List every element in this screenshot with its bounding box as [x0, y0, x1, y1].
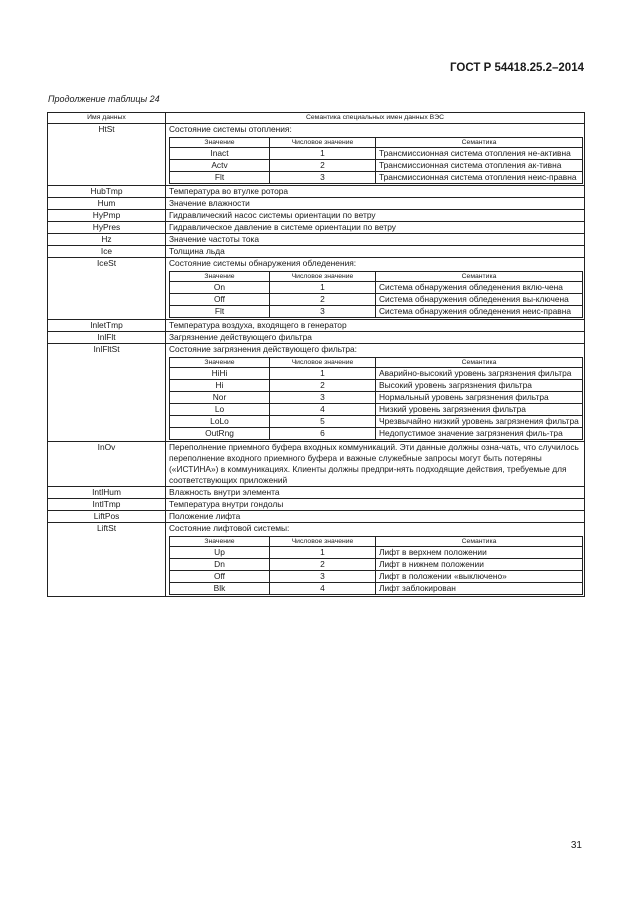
table-caption: Продолжение таблицы 24 — [48, 94, 160, 104]
data-name-cell: HtSt — [48, 124, 166, 186]
value-semantics: Нормальный уровень загрязнения фильтра — [376, 392, 583, 404]
table-row — [48, 320, 585, 332]
subtable-row — [170, 368, 583, 380]
subtable-row — [170, 392, 583, 404]
subtable-header-sem: Семантика — [376, 358, 583, 368]
semantics-text: Переполнение приемного буфера входных коммуникаций. Эти данные должны озна-чать, что случилось переполнение входного приемного буфера и важные служебные запросы могут быть потеряны («ИСТИНА») в коммуникациях. Клиенты должны предпри-нять подходящие действия, требуемые для соответствующих приложений — [169, 442, 579, 485]
value-code: Flt — [170, 172, 270, 184]
value-code: Dn — [170, 559, 270, 571]
table-row — [48, 186, 585, 198]
value-code: OutRng — [170, 428, 270, 440]
column-header-name: Имя данных — [48, 113, 166, 124]
table-row — [48, 487, 585, 499]
value-code: Off — [170, 294, 270, 306]
table-row — [48, 523, 585, 597]
value-code: Flt — [170, 306, 270, 318]
subtable-row — [170, 583, 583, 595]
value-semantics: Трансмиссионная система отопления не-активна — [376, 148, 583, 160]
semantics-cell — [166, 487, 585, 499]
subtable-header-row — [170, 272, 583, 282]
table-header-row — [48, 113, 585, 124]
values-subtable — [169, 271, 583, 318]
value-semantics: Система обнаружения обледенения вы-ключена — [376, 294, 583, 306]
numeric-value: 4 — [270, 583, 376, 595]
subtable-row — [170, 416, 583, 428]
value-semantics: Недопустимое значение загрязнения филь-тра — [376, 428, 583, 440]
table-row — [48, 511, 585, 523]
semantics-text: Толщина льда — [169, 246, 225, 256]
subtable-header-num: Числовое значение — [270, 138, 376, 148]
value-code: LoLo — [170, 416, 270, 428]
numeric-value: 2 — [270, 294, 376, 306]
subtable-header-sem: Семантика — [376, 138, 583, 148]
data-name-cell: HyPmp — [48, 210, 166, 222]
table-row — [48, 344, 585, 442]
subtable-header-value: Значение — [170, 358, 270, 368]
semantics-cell — [166, 124, 585, 186]
value-code: Nor — [170, 392, 270, 404]
semantics-cell — [166, 222, 585, 234]
table-body — [48, 124, 585, 597]
data-name-cell: InletTmp — [48, 320, 166, 332]
numeric-value: 2 — [270, 559, 376, 571]
data-name-cell: Hz — [48, 234, 166, 246]
subtable-row — [170, 306, 583, 318]
numeric-value: 5 — [270, 416, 376, 428]
subtable-header-value: Значение — [170, 272, 270, 282]
semantics-cell — [166, 210, 585, 222]
data-names-table — [47, 112, 585, 597]
subtable-row — [170, 571, 583, 583]
value-code: HiHi — [170, 368, 270, 380]
value-code: Up — [170, 547, 270, 559]
data-name-cell: IntlHum — [48, 487, 166, 499]
value-semantics: Чрезвычайно низкий уровень загрязнения фильтра — [376, 416, 583, 428]
numeric-value: 3 — [270, 172, 376, 184]
semantics-cell — [166, 511, 585, 523]
table-row — [48, 258, 585, 320]
subtable-header-row — [170, 138, 583, 148]
semantics-cell — [166, 499, 585, 511]
value-semantics: Лифт в нижнем положении — [376, 559, 583, 571]
subtable-row — [170, 559, 583, 571]
semantics-cell — [166, 442, 585, 487]
document-id: ГОСТ Р 54418.25.2–2014 — [450, 62, 584, 74]
value-semantics: Лифт заблокирован — [376, 583, 583, 595]
value-semantics: Трансмиссионная система отопления ак-тивна — [376, 160, 583, 172]
subtable-row — [170, 294, 583, 306]
value-semantics: Лифт в верхнем положении — [376, 547, 583, 559]
semantics-cell — [166, 198, 585, 210]
numeric-value: 3 — [270, 306, 376, 318]
numeric-value: 1 — [270, 368, 376, 380]
subtable-row — [170, 282, 583, 294]
value-semantics: Аварийно-высокий уровень загрязнения фильтра — [376, 368, 583, 380]
table-row — [48, 499, 585, 511]
data-name-cell: HyPres — [48, 222, 166, 234]
value-semantics: Система обнаружения обледенения неис-правна — [376, 306, 583, 318]
data-name-cell: InlFltSt — [48, 344, 166, 442]
data-name-cell: Ice — [48, 246, 166, 258]
subtable-header-sem: Семантика — [376, 537, 583, 547]
subtable-row — [170, 148, 583, 160]
values-subtable — [169, 357, 583, 440]
subtable-row — [170, 547, 583, 559]
numeric-value: 4 — [270, 404, 376, 416]
value-semantics: Высокий уровень загрязнения фильтра — [376, 380, 583, 392]
semantics-text: Положение лифта — [169, 511, 241, 521]
subtable-header-row — [170, 537, 583, 547]
data-name-cell: InlFlt — [48, 332, 166, 344]
semantics-text: Влажность внутри элемента — [169, 487, 280, 497]
data-name-cell: Hum — [48, 198, 166, 210]
table-row — [48, 210, 585, 222]
semantics-cell — [166, 246, 585, 258]
value-semantics: Система обнаружения обледенения вклю-чена — [376, 282, 583, 294]
semantics-cell — [166, 186, 585, 198]
numeric-value: 3 — [270, 571, 376, 583]
value-code: Actv — [170, 160, 270, 172]
subtable-header-value: Значение — [170, 138, 270, 148]
values-subtable — [169, 536, 583, 595]
table-row — [48, 124, 585, 186]
subtable-header-num: Числовое значение — [270, 358, 376, 368]
semantics-text: Состояние лифтовой системы: — [169, 523, 290, 533]
value-code: Off — [170, 571, 270, 583]
value-semantics: Лифт в положении «выключено» — [376, 571, 583, 583]
subtable-header-row — [170, 358, 583, 368]
data-name-cell: IceSt — [48, 258, 166, 320]
semantics-cell — [166, 258, 585, 320]
data-name-cell: IntlTmp — [48, 499, 166, 511]
table-row — [48, 198, 585, 210]
numeric-value: 6 — [270, 428, 376, 440]
data-name-cell: HubTmp — [48, 186, 166, 198]
subtable-header-num: Числовое значение — [270, 537, 376, 547]
table-row — [48, 246, 585, 258]
subtable-header-sem: Семантика — [376, 272, 583, 282]
numeric-value: 1 — [270, 148, 376, 160]
subtable-row — [170, 428, 583, 440]
data-name-cell: InOv — [48, 442, 166, 487]
semantics-text: Загрязнение действующего фильтра — [169, 332, 312, 342]
semantics-text: Состояние системы обнаружения обледенения: — [169, 258, 357, 268]
value-code: Blk — [170, 583, 270, 595]
semantics-text: Состояние системы отопления: — [169, 124, 292, 134]
semantics-text: Значение влажности — [169, 198, 250, 208]
table-row — [48, 442, 585, 487]
subtable-row — [170, 404, 583, 416]
value-semantics: Низкий уровень загрязнения фильтра — [376, 404, 583, 416]
value-code: On — [170, 282, 270, 294]
semantics-cell — [166, 320, 585, 332]
semantics-text: Температура воздуха, входящего в генератор — [169, 320, 347, 330]
semantics-text: Температура во втулке ротора — [169, 186, 289, 196]
data-name-cell: LiftSt — [48, 523, 166, 597]
subtable-header-value: Значение — [170, 537, 270, 547]
semantics-cell — [166, 344, 585, 442]
value-code: Lo — [170, 404, 270, 416]
semantics-cell — [166, 332, 585, 344]
semantics-text: Состояние загрязнения действующего фильтра: — [169, 344, 357, 354]
numeric-value: 2 — [270, 160, 376, 172]
table-row — [48, 332, 585, 344]
semantics-cell — [166, 234, 585, 246]
subtable-row — [170, 160, 583, 172]
semantics-text: Температура внутри гондолы — [169, 499, 284, 509]
value-code: Inact — [170, 148, 270, 160]
numeric-value: 2 — [270, 380, 376, 392]
value-semantics: Трансмиссионная система отопления неис-правна — [376, 172, 583, 184]
subtable-row — [170, 172, 583, 184]
numeric-value: 1 — [270, 547, 376, 559]
table-row — [48, 222, 585, 234]
semantics-text: Гидравлический насос системы ориентации по ветру — [169, 210, 376, 220]
numeric-value: 1 — [270, 282, 376, 294]
semantics-text: Значение частоты тока — [169, 234, 259, 244]
subtable-row — [170, 380, 583, 392]
value-code: Hi — [170, 380, 270, 392]
column-header-semantics: Семантика специальных имен данных ВЭС — [166, 113, 585, 124]
values-subtable — [169, 137, 583, 184]
data-name-cell: LiftPos — [48, 511, 166, 523]
page-number: 31 — [570, 840, 582, 851]
table-row — [48, 234, 585, 246]
semantics-cell — [166, 523, 585, 597]
numeric-value: 3 — [270, 392, 376, 404]
semantics-text: Гидравлическое давление в системе ориентации по ветру — [169, 222, 396, 232]
subtable-header-num: Числовое значение — [270, 272, 376, 282]
